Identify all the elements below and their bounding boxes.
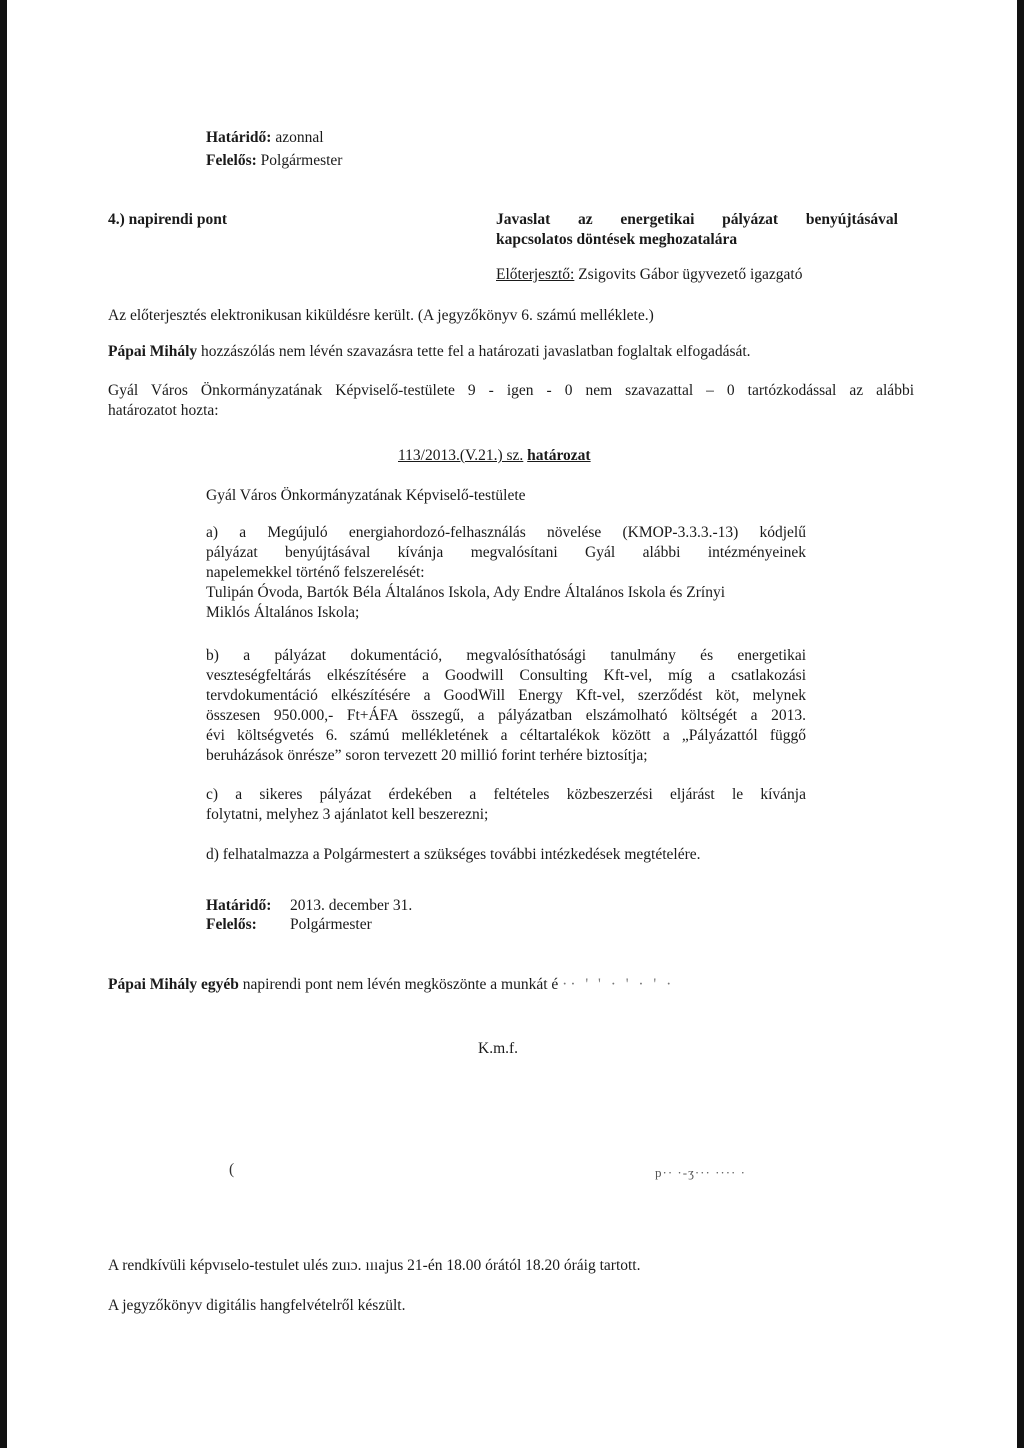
scan-edge-right — [1017, 0, 1024, 1448]
signature-fragment-right: p·· ·-ʒ··· ···· · — [655, 1165, 746, 1180]
meeting-duration: A rendkívüli képvıselo-testulet ulés zuıɔ. ıııajus 21-én 18.00 órától 18.20 óráig tartott. — [108, 1257, 641, 1274]
resolution-number: 113/2013.(V.21.) sz. határozat — [398, 447, 591, 464]
scan-edge-left — [0, 0, 7, 1448]
chair-statement: Pápai Mihály hozzászólás nem lévén szavazásra tette fel a határozati javaslatban foglaltak elfogadását. — [108, 343, 751, 360]
signature-fragment-left: ( — [229, 1161, 235, 1178]
resolution-point-c: c) a sikeres pályázat érdekében a feltételes közbeszerzési eljárást le kívánja folytatni, melyhez 3 ajánlatot kell beszerezni; — [206, 786, 806, 823]
resolution-point-b: b) a pályázat dokumentáció, megvalósíthatósági tanulmány és energetikai veszteségfeltárás elkészítésére a Goodwill Consulting Kft-vel, míg a csatlakozási tervdokumentáció elkészítésére a GoodWill Energy Kft-vel, szerződést köt, melynek összesen 950.000,- Ft+ÁFA összegű, a pályázatban elszámolható költségét a 2013. évi költségvetés 6. számú mellékletének a céltartalékok között a „Pályázattól függő beruházások önrésze” soron tervezett 20 millió forint terhére biztosítja; — [206, 647, 806, 764]
agenda-presenter: Előterjesztő: Zsigovits Gábor ügyvezető igazgató — [496, 266, 803, 283]
recording-note: A jegyzőkönyv digitális hangfelvételről készült. — [108, 1297, 406, 1314]
resolution-point-a: a) a Megújuló energiahordozó-felhasználás növelése (KMOP-3.3.3.-13) kódjelű pályázat benyújtásával kívánja megvalósítani Gyál alábbi intézményeinek napelemekkel történő felszerelését: Tulipán Óvoda, Bartók Béla Általános Iskola, Ady Endre Általános Iskola és Zrínyi Miklós Általános Iskola; — [206, 524, 806, 621]
resolution-point-d: d) felhatalmazza a Polgármestert a szükséges további intézkedések megtételére. — [206, 846, 701, 863]
agenda-item-label: 4.) napirendi pont — [108, 211, 228, 228]
resolution-responsible: Felelős: Polgármester — [206, 916, 372, 933]
closing-statement: Pápai Mihály egyéb napirendi pont nem lévén megköszönte a munkát é ·· ' ' · ' · ' · — [108, 976, 675, 993]
top-deadline: Határidő: azonnal — [206, 129, 324, 146]
top-responsible: Felelős: Polgármester — [206, 152, 343, 169]
resolution-body-heading: Gyál Város Önkormányzatának Képviselő-testülete — [206, 487, 526, 504]
agenda-title: Javaslat az energetikai pályázat benyújtásával kapcsolatos döntések meghozatalára — [496, 211, 898, 248]
kmf: K.m.f. — [478, 1040, 519, 1057]
resolution-deadline: Határidő: 2013. december 31. — [206, 897, 413, 914]
vote-statement: Gyál Város Önkormányzatának Képviselő-testülete 9 - igen - 0 nem szavazattal – 0 tartózkodással az alábbi határozatot hozta: — [108, 382, 914, 419]
electronic-note: Az előterjesztés elektronikusan kiküldésre került. (A jegyzőkönyv 6. számú melléklete.) — [108, 307, 654, 324]
